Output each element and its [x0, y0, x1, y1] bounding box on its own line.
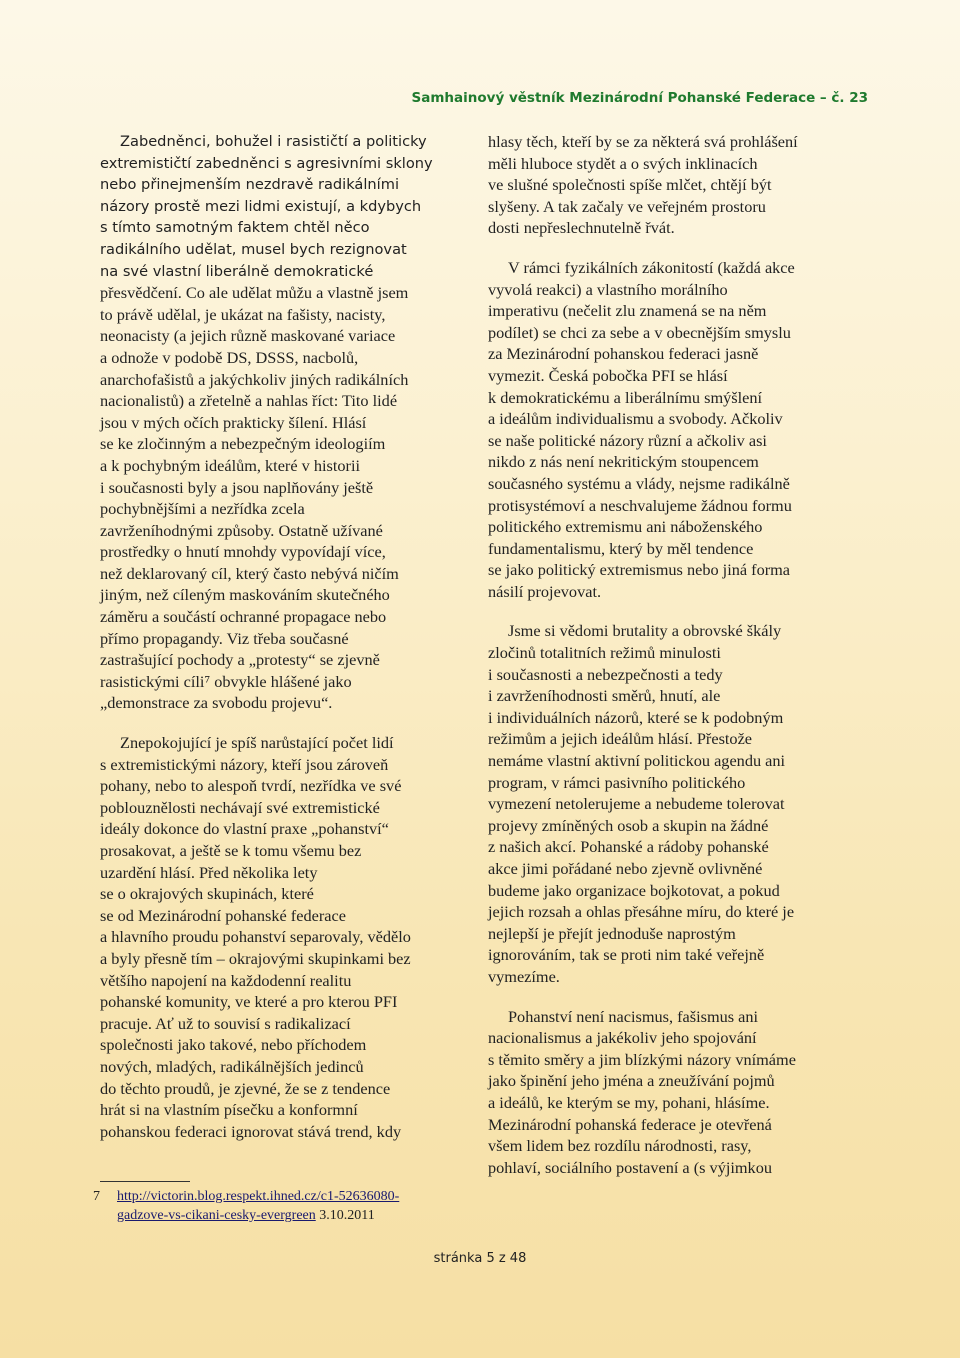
text-line: pohlaví, sociálního postavení a (s výjimkou: [488, 1157, 772, 1177]
text-line: V rámci fyzikálních zákonitostí (každá akce: [508, 257, 795, 277]
text-line: dosti nepřeslechnutelně řvát.: [488, 218, 675, 238]
text-line: a ideálům individualismu a svobody. Ačkoliv: [488, 409, 783, 429]
text-line: většího napojení na každodenní realitu: [100, 970, 352, 990]
paragraph-gap: [488, 239, 868, 257]
text-line: Pohanství není nacismus, fašismus ani: [508, 1006, 759, 1026]
text-line: i zavrženíhodnosti směrů, hnutí, ale: [488, 686, 721, 706]
text-line: Mezinárodní pohanská federace je otevřená: [488, 1114, 772, 1134]
text-line: uzardění hlásí. Před několika lety: [100, 862, 318, 882]
text-line: než deklarovaný cíl, který často nebývá ničím: [100, 563, 399, 583]
text-line: anarchofašistů a jakýchkoliv jiných radikálních: [100, 369, 409, 389]
text-line: zločinů totalitních režimů minulosti: [488, 643, 721, 663]
text-line: protisystémoví a neschvalujeme žádnou formu: [488, 495, 792, 515]
text-line: jako špinění jeho jména a zneužívání pojmů: [488, 1071, 775, 1091]
text-line: se jako politický extremismus nebo jiná forma: [488, 560, 791, 580]
text-line: program, v rámci pasivního politického: [488, 772, 746, 792]
text-line: vyvolá reakci) a vlastního morálního: [488, 279, 728, 299]
text-line: s těmito směry a jim blízkými názory vnímáme: [488, 1049, 796, 1069]
text-line: Jsme si vědomi brutality a obrovské škály: [508, 621, 782, 641]
text-line: poblouznělosti nechávají své extremistické: [100, 797, 380, 817]
text-line: se od Mezinárodní pohanské federace: [100, 905, 346, 925]
text-line: se o okrajových skupinách, které: [100, 884, 314, 904]
text-line: názory prostě mezi lidmi existují, a kdybych: [100, 197, 422, 215]
text-line: ideály dokonce do vlastní praxe „pohanství“: [100, 819, 389, 839]
text-line: a hlavního proudu pohanství separovaly, vědělo: [100, 927, 411, 947]
text-line: měli hluboce stydět a o svých inklinacích: [488, 153, 758, 173]
footnote-separator: [100, 1181, 190, 1182]
text-line: nacionalismus a jakékoliv jeho spojování: [488, 1028, 757, 1048]
text-line: a byly přesně tím – okrajovými skupinkami bez: [100, 948, 411, 968]
text-line: se naše politické názory různí a ačkoliv asi: [488, 430, 767, 450]
text-line: režimům a jejich ideálům hlásí. Přestože: [488, 729, 753, 749]
left-text-column: [100, 131, 480, 1142]
text-line: ignorováním, tak se proti nim také veřejně: [488, 945, 765, 965]
text-line: současného systému a vlády, nejsme radikálně: [488, 473, 790, 493]
text-line: „demonstrace za svobodu projevu“.: [100, 693, 333, 713]
text-line: nebo přinejmenším nezdravě radikálními: [100, 176, 399, 194]
text-line: zavrženíhodnými způsoby. Ostatně užívané: [100, 520, 383, 540]
text-line: zastrašující pochody a „protesty“ se zjevně: [100, 650, 380, 670]
text-line: jsou v mých očích prakticky šílení. Hlásí: [100, 412, 367, 432]
right-text-column: [488, 131, 868, 1178]
paragraph-gap: [100, 714, 480, 732]
text-line: vymezení netolerujeme a nebudeme tolerovat: [488, 794, 785, 814]
text-line: jiným, než cíleným maskováním skutečného: [100, 585, 390, 605]
text-line: pohanské komunity, ve které a pro kterou PFI: [100, 992, 398, 1012]
text-line: Zabedněnci, bohužel i rasističtí a politicky: [120, 133, 427, 150]
text-line: neonacisty (a jejich různě maskované variace: [100, 326, 396, 346]
text-line: radikálního udělat, musel bych rezignovat: [100, 240, 407, 258]
text-line: jejich rozsah a ohlas přesáhne míru, do které je: [488, 902, 795, 922]
text-line: slyšeny. A tak začaly ve veřejném prostoru: [488, 196, 766, 216]
text-line: fundamentalismu, který by měl tendence: [488, 538, 754, 558]
text-line: politického extremismu ani náboženského: [488, 517, 763, 537]
text-line: do těchto proudů, je zjevné, že se z tendence: [100, 1078, 391, 1098]
footnote-number: 7: [93, 1189, 100, 1204]
text-line: i současnosti byly a jsou naplňovány ještě: [100, 477, 374, 497]
text-line: a ideálů, ke kterým se my, pohani, hlásíme.: [488, 1092, 770, 1112]
footnote-link-continued[interactable]: gadzove-vs-cikani-cesky-evergreen: [117, 1208, 316, 1223]
text-line: záměru a součástí ochranné propagace nebo: [100, 607, 387, 627]
text-line: Znepokojující je spíš narůstající počet lidí: [120, 733, 394, 753]
text-line: podílet) se chci za sebe a v obecnějším smyslu: [488, 322, 791, 342]
paragraph-gap: [488, 602, 868, 620]
footnote-date: 3.10.2011: [315, 1208, 375, 1223]
text-line: nejlepší je přejít jednoduše naprostým: [488, 923, 736, 943]
text-line: se ke zločinným a nebezpečným ideologiím: [100, 434, 386, 454]
text-line: hrát si na vlastním písečku a konformní: [100, 1100, 358, 1120]
journal-header: Samhainový věstník Mezinárodní Pohanské Federace – č. 23: [411, 90, 868, 106]
text-line: za Mezinárodní pohanskou federaci jasně: [488, 344, 759, 364]
text-line: přímo propagandy. Viz třeba současné: [100, 628, 349, 648]
text-line: nikdo z nás není nekritickým stoupencem: [488, 452, 759, 472]
text-line: prosakovat, a ještě se k tomu všemu bez: [100, 841, 362, 860]
text-line: a odnože v podobě DS, DSSS, nacbolů,: [100, 347, 359, 367]
paragraph-gap: [488, 988, 868, 1006]
text-line: projevy zmíněných osob a skupin na žádné: [488, 815, 769, 835]
text-line: prostředky o hnutí mnohdy vypovídají více,: [100, 542, 386, 562]
text-line: pohany, nebo to alespoň tvrdí, nezřídka ve své: [100, 776, 402, 796]
text-line: a k pochybným ideálům, které v historii: [100, 455, 360, 475]
text-line: nemáme vlastní aktivní politickou agendu ani: [488, 751, 786, 771]
text-line: to právě udělal, je ukázat na fašisty, nacisty,: [100, 304, 386, 324]
text-line: pracuje. Ať už to souvisí s radikalizací: [100, 1013, 351, 1033]
text-line: pochybnějšími a nezřídka zcela: [100, 499, 305, 519]
text-line: i současnosti a nebezpečnosti a tedy: [488, 664, 723, 684]
footnote-link[interactable]: http://victorin.blog.respekt.ihned.cz/c1-52636080-: [117, 1189, 400, 1204]
text-line: vymezíme.: [488, 966, 560, 986]
page-number: stránka 5 z 48: [433, 1251, 527, 1266]
text-line: společnosti jako takové, nebo příchodem: [100, 1035, 367, 1055]
text-line: nových, mladých, radikálnějších jedinců: [100, 1056, 364, 1076]
text-line: rasistickými cíli⁷ obvykle hlášené jako: [100, 671, 352, 691]
text-line: budeme jako organizace bojkotovat, a pokud: [488, 880, 780, 900]
text-line: všem lidem bez rozdílu národnosti, rasy,: [488, 1136, 752, 1156]
text-line: na své vlastní liberálně demokratické: [100, 262, 374, 280]
footnote: [93, 1187, 399, 1225]
text-line: i individuálních názorů, které se k podobným: [488, 707, 784, 727]
text-line: z našich akcí. Pohanské a rádoby pohanské: [488, 837, 769, 857]
text-line: ve slušné společnosti spíše mlčet, chtějí být: [488, 175, 772, 195]
text-line: násilí projevovat.: [488, 581, 602, 601]
text-line: k demokratickému a liberálnímu smýšlení: [488, 387, 762, 407]
text-line: s tímto samotným faktem chtěl něco: [100, 219, 370, 237]
text-line: vymezit. Česká pobočka PFI se hlásí: [488, 365, 728, 385]
text-line: akce jimi pořádané nebo zjevně ovlivněné: [488, 859, 763, 878]
text-line: imperativu (nečelit zlu znamená se na něm: [488, 301, 767, 321]
text-line: extremističtí zabedněnci s agresivními sklony: [100, 154, 433, 172]
text-line: s extremistickými názory, kteří jsou zároveň: [100, 754, 389, 774]
text-line: přesvědčení. Co ale udělat můžu a vlastně jsem: [100, 283, 409, 303]
text-line: nacionalistů) a zřetelně a nahlas říct: Tito lidé: [100, 391, 398, 411]
text-line: pohanskou federaci ignorovat stává trend, kdy: [100, 1121, 402, 1141]
text-line: hlasy těch, kteří by se za některá svá prohlášení: [488, 132, 798, 151]
